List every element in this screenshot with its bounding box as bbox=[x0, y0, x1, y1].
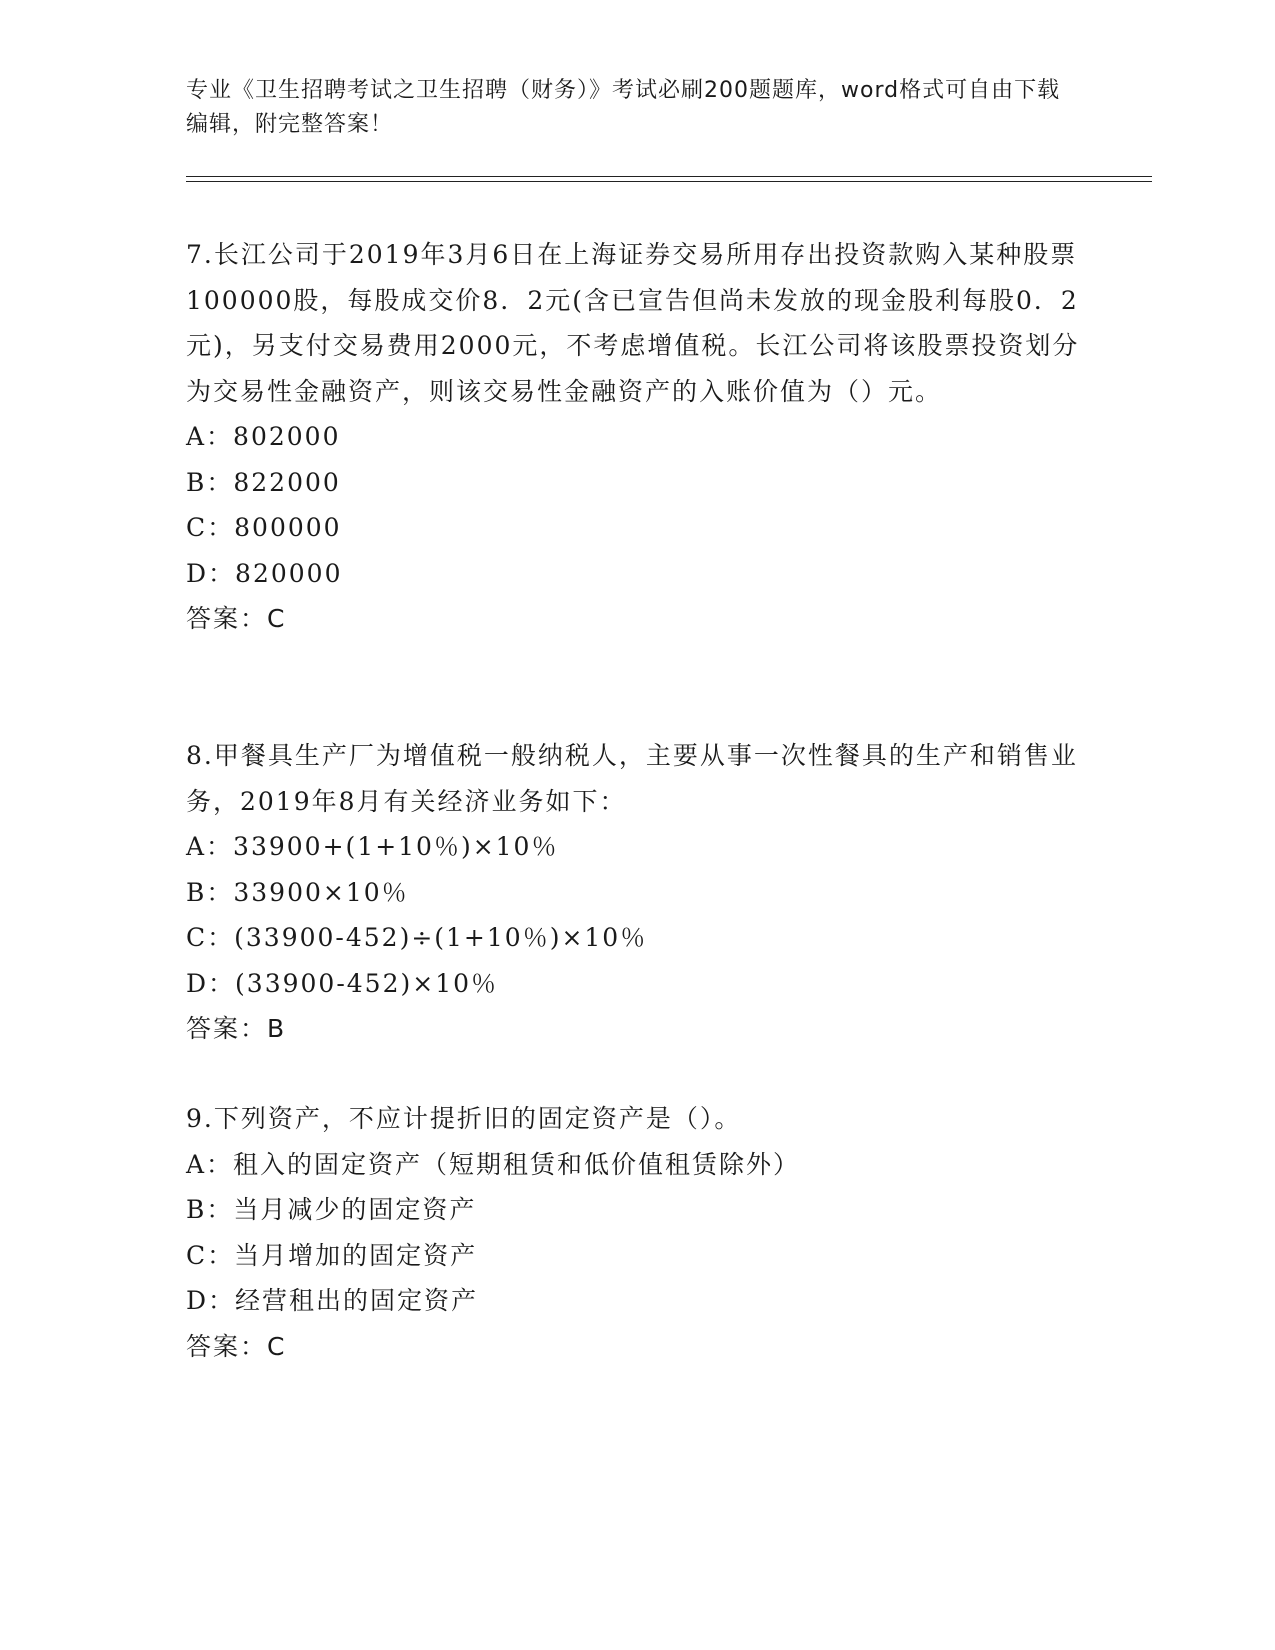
header-divider-top bbox=[186, 176, 1152, 177]
option-b: B：822000 bbox=[186, 467, 341, 497]
option-d: D：(33900-452)×10％ bbox=[186, 968, 499, 998]
question-stem: 7.长江公司于2019年3月6日在上海证券交易所用存出投资款购入某种股票100000股，每股成交价8．2元(含已宣告但尚未发放的现金股利每股0．2元)，另支付交易费用2000元，不考虑增值税。长江公司将该股票投资划分为交易性金融资产，则该交易性金融资产的入账价值为（）元。 bbox=[186, 240, 1080, 406]
option-b: B：当月减少的固定资产 bbox=[186, 1195, 477, 1224]
answer: 答案：B bbox=[186, 1014, 287, 1043]
option-d: D：经营租出的固定资产 bbox=[186, 1286, 479, 1315]
option-c: C：(33900-452)÷(1+10％)×10％ bbox=[186, 923, 648, 952]
answer: 答案：C bbox=[186, 1331, 287, 1361]
option-c: C：800000 bbox=[186, 513, 342, 542]
question-stem: 8.甲餐具生产厂为增值税一般纳税人，主要从事一次性餐具的生产和销售业务，2019年8月有关经济业务如下： bbox=[186, 741, 1078, 816]
option-c: C：当月增加的固定资产 bbox=[186, 1240, 478, 1270]
header-divider-bottom bbox=[186, 181, 1152, 182]
option-a: A：802000 bbox=[186, 422, 341, 451]
question-9 bbox=[186, 1096, 1086, 1369]
answer: 答案：C bbox=[186, 604, 287, 633]
header-text: 专业《卫生招聘考试之卫生招聘（财务）》考试必刷200题题库，word格式可自由下载编辑，附完整答案！ bbox=[186, 78, 1061, 137]
document-header bbox=[186, 74, 1066, 142]
question-8 bbox=[186, 733, 1086, 1052]
option-a: A：33900+(1+10％)×10％ bbox=[186, 832, 559, 861]
option-b: B：33900×10％ bbox=[186, 877, 409, 907]
option-a: A：租入的固定资产（短期租赁和低价值租赁除外） bbox=[186, 1149, 801, 1179]
option-d: D：820000 bbox=[186, 558, 343, 588]
question-7 bbox=[186, 232, 1086, 642]
question-stem: 9.下列资产，不应计提折旧的固定资产是（）。 bbox=[186, 1104, 742, 1133]
